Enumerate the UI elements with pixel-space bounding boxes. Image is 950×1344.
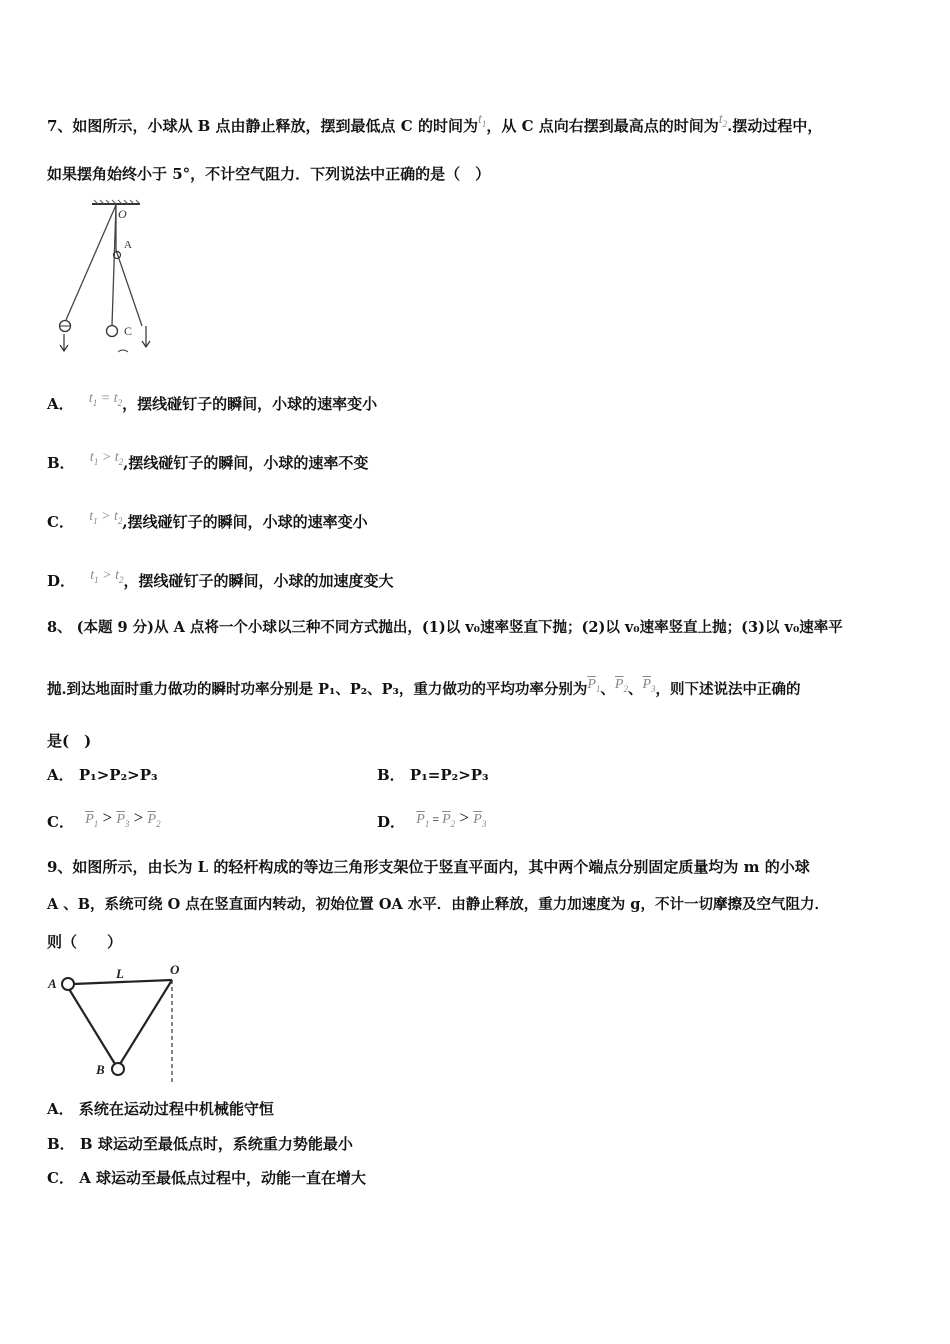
q9-option-b[interactable]: B． B 球运动至最低点时，系统重力势能最小 — [47, 1135, 353, 1153]
q8-option-d-math: $\overline{P}_1 = \overline{P}_2 > \overline{P}_3$ — [416, 808, 487, 829]
q7-option-a-math: $t_1 = t_2$ — [88, 391, 123, 408]
q7-stem-part-c: .摆动过程中， — [727, 117, 823, 135]
q9-stem-line1: 9、如图所示，由长为 L 的轻杆构成的等边三角形支架位于竖直平面内，其中两个端点分别固定质量均为 m 的小球 — [47, 858, 810, 876]
pivot-label-o: O — [118, 207, 127, 221]
string-right — [116, 250, 142, 326]
q8-option-c-math: $\overline{P}_1 > \overline{P}_3 > \overline{P}_2$ — [85, 808, 161, 829]
q7-option-b-math: $t_1 > t_2$ — [89, 450, 124, 467]
rod-ob — [120, 980, 172, 1064]
q8-stem-line1: 8、 (本题 9 分)从 A 点将一个小球以三种不同方式抛出，(1)以 v₀速率竖直下抛；(2)以 v₀速率竖直上抛；(3)以 v₀速率平 — [47, 619, 843, 636]
q8-option-d[interactable]: D． $\overline{P}_1 = \overline{P}_2 > \overline{P}_3$ — [377, 808, 487, 831]
q9-option-c[interactable]: C． A 球运动至最低点过程中，动能一直在增大 — [47, 1169, 367, 1187]
q7-stem-part-b: ，从 C 点向右摆到最高点的时间为 — [486, 117, 719, 135]
q7-option-b[interactable]: B． $t_1 > t_2$,摆线碰钉子的瞬间，小球的速率不变 — [47, 450, 369, 472]
q7-option-a[interactable]: A． $t_1 = t_2$，摆线碰钉子的瞬间，小球的速率变小 — [47, 391, 378, 413]
label-o: O — [170, 962, 180, 977]
q7-option-c-math: $t_1 > t_2$ — [89, 509, 123, 526]
q7-option-d[interactable]: D． $t_1 > t_2$，摆线碰钉子的瞬间，小球的加速度变大 — [47, 568, 394, 590]
ball-label-c: C — [124, 324, 133, 338]
q7-option-d-math: $t_1 > t_2$ — [90, 568, 124, 585]
ball-c — [107, 326, 118, 337]
nail-label-a: A — [124, 239, 132, 251]
q7-stem-part-a: 7、如图所示，小球从 B 点由静止释放，摆到最低点 C 的时间为 — [47, 117, 478, 135]
q8-avg-p1: $\overline{P}_1$ — [587, 677, 601, 694]
q8-avg-p3: $\overline{P}_3$ — [642, 677, 656, 694]
q7-t2-symbol: $t_2$ — [718, 112, 728, 129]
rod-ab — [69, 989, 115, 1064]
q9-stem-line3: 则（ ） — [47, 933, 123, 951]
q8-option-c[interactable]: C． $\overline{P}_1 > \overline{P}_3 > \overline{P}_2$ — [47, 808, 161, 831]
q7-stem-line2: 如果摆角始终小于 5°，不计空气阻力．下列说法中正确的是（ ） — [47, 165, 491, 183]
q8-stem-line3: 是( ) — [47, 732, 92, 750]
q7-stem-line1 — [47, 112, 823, 142]
ball-b — [112, 1063, 124, 1075]
q9-triangle-figure — [46, 962, 196, 1084]
string-left — [66, 205, 116, 320]
q8-stem-line2: 抛.到达地面时重力做功的瞬时功率分别是 P₁、P₂、P₃，重力做功的平均功率分别为$\overline{P}_1$、$\overline{P}_2$、$\overline{P}_3$，则下述说法中正确的 — [47, 677, 801, 698]
q7-t1-symbol: $t_1$ — [477, 112, 487, 129]
q9-stem-line2: A 、B，系统可绕 O 点在竖直面内转动，初始位置 OA 水平．由静止释放，重力加速度为 g，不计一切摩擦及空气阻力． — [47, 896, 829, 913]
q8-avg-p2: $\overline{P}_2$ — [614, 677, 628, 694]
label-l: L — [116, 966, 124, 981]
label-b: B — [96, 1062, 105, 1077]
label-a: A — [48, 976, 57, 991]
q8-option-b[interactable]: B． P₁=P₂>P₃ — [377, 766, 489, 784]
ball-a — [62, 978, 74, 990]
q7-pendulum-figure — [48, 198, 168, 356]
q8-option-a[interactable]: A． P₁>P₂>P₃ — [47, 766, 158, 784]
q9-option-a[interactable]: A． 系统在运动过程中机械能守恒 — [47, 1100, 274, 1118]
q7-option-c[interactable]: C． $t_1 > t_2$,摆线碰钉子的瞬间，小球的速率变小 — [47, 509, 368, 531]
